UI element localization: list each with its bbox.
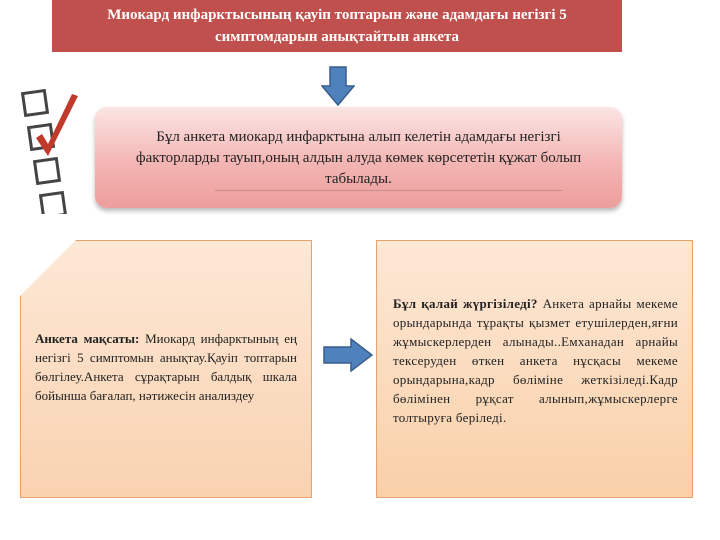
info-box xyxy=(95,107,622,208)
purpose-text: Миокард инфарктының ең негізгі 5 симптомын анықтау.Қауіп топтарын бөлгілеу.Анкета сұрақтарын балдық шкала бойынша бағалап, нәтижесін анализдеу xyxy=(35,331,297,403)
purpose-panel xyxy=(20,240,312,498)
procedure-panel xyxy=(376,240,693,498)
checklist-icon xyxy=(14,86,80,214)
procedure-heading: Бұл қалай жүргізіледі? xyxy=(393,296,538,311)
divider xyxy=(215,190,562,191)
page-title xyxy=(52,0,622,52)
title-line-1: Миокард инфарктысының қауіп топтарын және адамдағы негізгі 5 xyxy=(107,7,567,23)
purpose-heading: Анкета мақсаты: xyxy=(35,331,140,346)
info-text: Бұл анкета миокард инфарктына алып келетін адамдағы негізгі факторларды тауып,оның алдын алуда көмек көрсететін құжат болып табылады. xyxy=(135,129,582,187)
procedure-text: Анкета арнайы мекеме орындарында тұрақты қызмет етушілерден,яғни жұмыскерлерден алынады..Емханадан арнайы тексеруден өткен анкета нұсқасы мекеме орындарына,кадр бөліміне жеткізіледі.Кадр бөлімінен рұқсат алынып,жұмыскерлерге толтыруға беріледі. xyxy=(393,296,679,425)
right-arrow-icon xyxy=(323,338,373,372)
down-arrow-icon xyxy=(321,66,355,106)
title-line-2: симптомдарын анықтайтын анкета xyxy=(214,29,460,45)
